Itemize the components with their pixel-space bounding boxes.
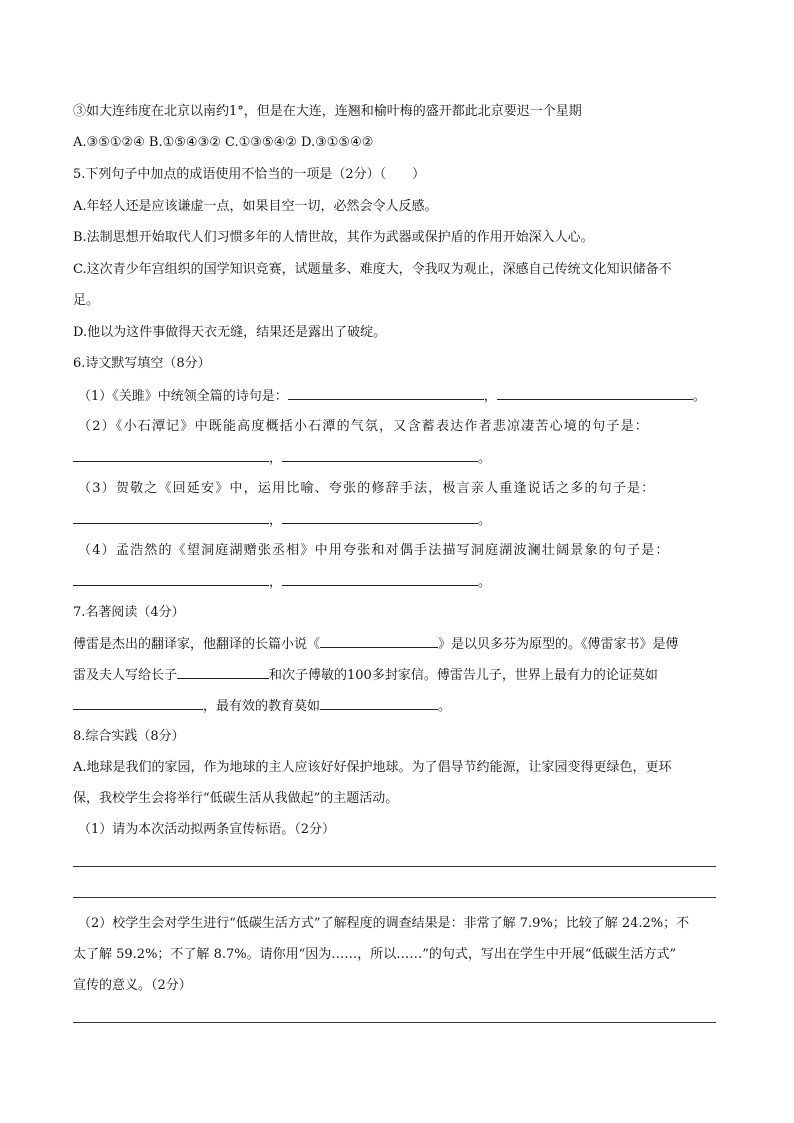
q5-title: 5.下列句子中加点的成语使用不恰当的一项是（2分）（ ）	[73, 167, 426, 182]
q6-sub4-blank1[interactable]	[73, 573, 269, 586]
q6-sub3-blank2[interactable]	[282, 511, 478, 524]
q6-sub1-blank2[interactable]	[497, 387, 693, 400]
q6-sub4-answer	[73, 573, 491, 592]
comma: ，	[483, 389, 497, 404]
q7-text-2b: 和次子傅敏的100多封家信。傅雷告儿子，世界上最有力的论证莫如	[269, 668, 658, 683]
q8-a-line2: 保，我校学生会将举行“低碳生活从我做起”的主题活动。	[73, 791, 399, 806]
q6-sub3-blank1[interactable]	[73, 511, 269, 524]
comma: ，	[269, 575, 283, 590]
q7-blank-novel[interactable]	[320, 635, 438, 648]
q7-blank-argument[interactable]	[73, 697, 203, 710]
q6-sub3-answer	[73, 511, 491, 530]
q6-sub4-prompt: （4）孟浩然的《望洞庭湖赠张丞相》中用夸张和对偶手法描写洞庭湖波澜壮阔景象的句子是：	[78, 543, 670, 558]
q7-text-3a: ，最有效的教育莫如	[203, 699, 321, 714]
q7-blank-son[interactable]	[177, 666, 269, 679]
period: 。	[478, 575, 492, 590]
period: 。	[478, 513, 492, 528]
q8-a-line1: A.地球是我们的家园，作为地球的主人应该好好保护地球。为了倡导节约能源，让家园变得更绿色，更环	[73, 760, 672, 775]
item4-note3: ③如大连纬度在北京以南约1°，但是在大连，连翘和榆叶梅的盛开都此北京要迟一个星期	[73, 104, 582, 119]
q6-sub1-blank1[interactable]	[288, 387, 484, 400]
item4-options: A.③⑤①②④ B.①⑤④③② C.①③⑤④② D.③①⑤④②	[73, 135, 374, 150]
q8-sub2-line2: 太了解 59.2%；不了解 8.7%。请你用“因为……，所以……”的句式，写出在学生中开展“低碳生活方式”	[73, 947, 677, 962]
period: 。	[692, 389, 706, 404]
q5-option-b: B.法制思想开始取代人们习惯多年的人情世故，其作为武器或保护盾的作用开始深入人心。	[73, 230, 594, 245]
q8-sub2-line1: （2）校学生会对学生进行“低碳生活方式”了解程度的调查结果是：非常了解 7.9%；比较了解 24.2%；不	[78, 916, 690, 931]
comma: ，	[269, 451, 283, 466]
q7-text-3b: 。	[438, 699, 452, 714]
q8-sub1-answer-line-1[interactable]	[73, 866, 716, 867]
q8-sub1-answer-line-2[interactable]	[73, 897, 716, 898]
q6-title: 6.诗文默写填空（8分）	[73, 356, 211, 371]
q8-title: 8.综合实践（8分）	[73, 729, 185, 744]
period: 。	[478, 451, 492, 466]
q8-sub2-line3: 宣传的意义。（2分）	[73, 978, 192, 993]
q7-line1	[73, 635, 679, 654]
q6-sub2-answer	[73, 449, 491, 468]
q5-option-c-line1: C.这次青少年宫组织的国学知识竞赛，试题量多、难度大，令我叹为观止，深感自己传统文化知识储备不	[73, 262, 672, 277]
q7-text-2a: 雷及夫人写给长子	[73, 668, 178, 683]
q6-sub3-prompt: （3）贺敬之《回延安》中，运用比喻、夸张的修辞手法，极言亲人重逢说话之多的句子是：	[78, 481, 656, 496]
q6-sub1-prompt: （1）《关雎》中统领全篇的诗句是：	[78, 389, 288, 404]
q8-sub2-answer-line[interactable]	[73, 1022, 716, 1023]
q8-sub1-prompt: （1）请为本次活动拟两条宣传标语。（2分）	[78, 822, 336, 837]
q7-title: 7.名著阅读（4分）	[73, 605, 185, 620]
q6-sub1	[78, 387, 706, 406]
q5-option-c-line2: 足。	[73, 293, 100, 308]
q7-text-1b: 》是以贝多芬为原型的。《傅雷家书》是傅	[438, 637, 679, 652]
q7-line3	[73, 697, 451, 716]
q7-blank-education[interactable]	[320, 697, 438, 710]
q6-sub2-blank2[interactable]	[282, 449, 478, 462]
q5-option-a: A.年轻人还是应该谦虚一点，如果目空一切，必然会令人反感。	[73, 199, 438, 214]
q7-line2	[73, 666, 658, 685]
q6-sub2-prompt: （2）《小石潭记》中既能高度概括小石潭的气氛，又含蓄表达作者悲凉凄苦心境的句子是：	[78, 419, 649, 434]
q6-sub2-blank1[interactable]	[73, 449, 269, 462]
q6-sub4-blank2[interactable]	[282, 573, 478, 586]
comma: ，	[269, 513, 283, 528]
q5-option-d: D.他以为这件事做得天衣无缝，结果还是露出了破绽。	[73, 325, 387, 340]
q7-text-1a: 傅雷是杰出的翻译家，他翻译的长篇小说《	[73, 637, 321, 652]
